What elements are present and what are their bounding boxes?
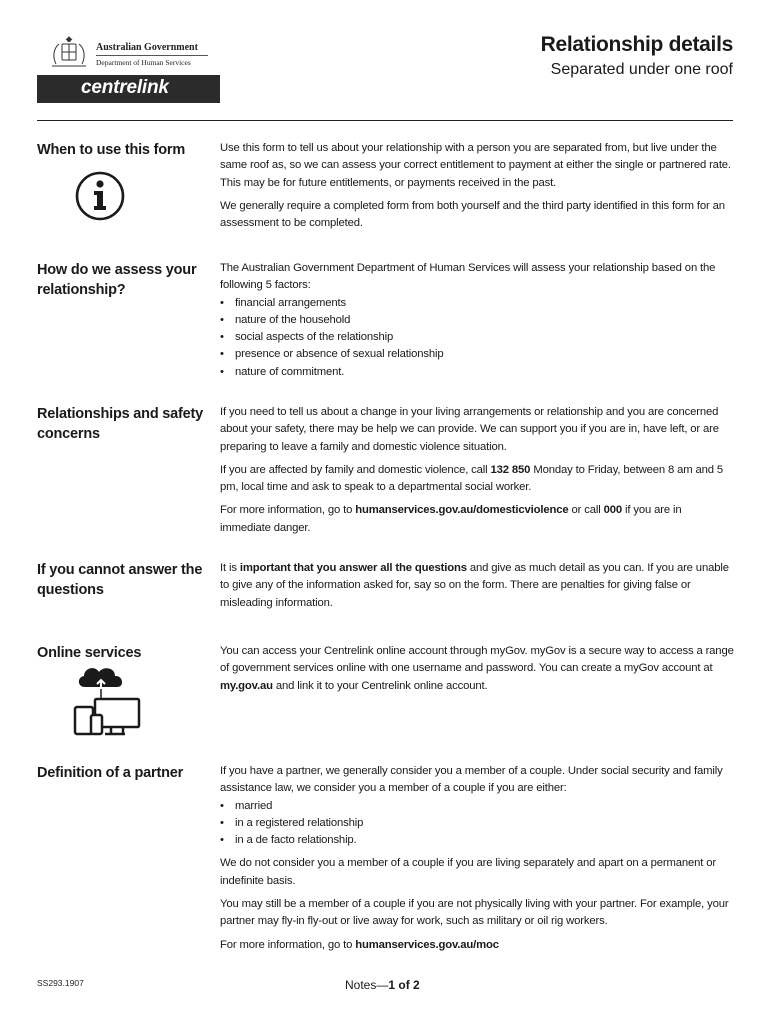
paragraph: If you have a partner, we generally consider you a member of a couple. Under social security and family assistance law, we consider you a member of a couple if you are either: <box>220 765 723 795</box>
section-online-services <box>37 643 733 753</box>
paragraph <box>220 462 734 497</box>
paragraph <box>220 937 734 954</box>
section-title: If you cannot answer the questions <box>37 562 203 598</box>
page-header <box>0 0 770 120</box>
department-name: Department of Human Services <box>96 58 191 67</box>
section-body <box>220 763 734 960</box>
text: For more information, go to <box>220 938 356 951</box>
list-item: • social aspects of the relationship <box>220 329 734 346</box>
form-code: SS293.1907 <box>37 978 84 988</box>
text: You can access your Centrelink online account through myGov. myGov is a secure way to access a range of government services online with one username and password. You can create a myGov account at <box>220 645 734 675</box>
brand-text: centrelink <box>81 77 169 98</box>
list-item: • nature of commitment. <box>220 364 734 381</box>
emphasis: important that you answer all the questions <box>239 562 467 574</box>
emergency-number: 000 <box>603 504 623 517</box>
paragraph: You may still be a member of a couple if you are not physically living with your partner. For example, your partner may fly-in fly-out or live away for work, such as military or oil rig workers. <box>220 898 729 928</box>
section-title: Definition of a partner <box>37 765 184 781</box>
section-title: How do we assess your relationship? <box>37 262 197 298</box>
section-body <box>220 260 734 387</box>
page-count: 1 of 2 <box>388 978 420 992</box>
cloud-devices-icon <box>71 663 143 739</box>
text: Monday to Friday, between 8 am and 5 pm, local time and ask to speak to a departmental social worker. <box>220 463 724 494</box>
header-divider <box>37 120 733 121</box>
section-when-to-use <box>37 140 733 250</box>
coat-of-arms-icon <box>46 34 92 70</box>
paragraph: Use this form to tell us about your relationship with a person you are separated from, but live under the same roof as, so we can assess your correct entitlement to payment at either the single or partnered rate. This may be for future entitlements, or payments received in the past. <box>220 142 731 189</box>
text: For more information, go to <box>220 504 356 517</box>
section-title: Relationships and safety concerns <box>37 406 204 442</box>
text: if you are in immediate danger. <box>220 504 682 534</box>
form-subtitle: Separated under one roof <box>550 61 733 78</box>
text: or call <box>568 504 604 517</box>
form-title: Relationship details <box>540 33 733 56</box>
list-item: • presence or absence of sexual relationship <box>220 346 734 363</box>
couple-list <box>220 798 734 850</box>
paragraph <box>220 502 734 537</box>
section-body <box>220 643 734 701</box>
factor-list <box>220 295 734 381</box>
list-item: • nature of the household <box>220 312 734 329</box>
list-item: • married <box>220 798 734 815</box>
paragraph <box>220 560 734 612</box>
section-safety <box>37 404 733 544</box>
section-body <box>220 140 734 238</box>
section-partner-definition <box>37 763 733 963</box>
mygov-link[interactable]: my.gov.au <box>220 679 273 692</box>
list-item: • financial arrangements <box>220 295 734 312</box>
phone-number: 132 850 <box>490 463 531 476</box>
paragraph: The Australian Government Department of Human Services will assess your relationship based on the following 5 factors: <box>220 262 716 292</box>
section-body <box>220 404 734 543</box>
page-number <box>345 978 420 992</box>
list-item: • in a de facto relationship. <box>220 832 734 849</box>
list-item: • in a registered relationship <box>220 815 734 832</box>
section-assess <box>37 260 733 390</box>
info-icon <box>74 170 126 222</box>
paragraph <box>220 643 734 695</box>
government-name: Australian Government <box>96 42 198 53</box>
paragraph: We generally require a completed form from both yourself and the third party identified in this form for an assessment to be completed. <box>220 199 725 230</box>
paragraph: We do not consider you a member of a couple if you are living separately and apart on a permanent or indefinite basis. <box>220 857 716 887</box>
section-body <box>220 560 734 618</box>
text: and give as much detail as you can. If you are unable to give any of the information asked for, say so on the form. There are penalties for giving false or misleading information. <box>220 562 729 609</box>
government-divider <box>96 55 208 56</box>
text: If you are affected by family and domestic violence, call <box>220 463 491 476</box>
centrelink-logo <box>37 75 220 103</box>
domestic-violence-link[interactable]: humanservices.gov.au/domesticviolence <box>355 504 569 517</box>
text: and link it to your Centrelink online account. <box>272 679 488 692</box>
paragraph: If you need to tell us about a change in your living arrangements or relationship and you are concerned about your safety, there may be help we can provide. We can support you if you are in, have left, or are preparing to leave a family and domestic violence situation. <box>220 406 719 453</box>
section-title: When to use this form <box>37 142 186 158</box>
moc-link[interactable]: humanservices.gov.au/moc <box>355 938 499 951</box>
section-cannot-answer <box>37 560 733 630</box>
section-title: Online services <box>37 645 142 661</box>
page-label: Notes— <box>345 978 389 992</box>
text: It is <box>220 562 240 574</box>
